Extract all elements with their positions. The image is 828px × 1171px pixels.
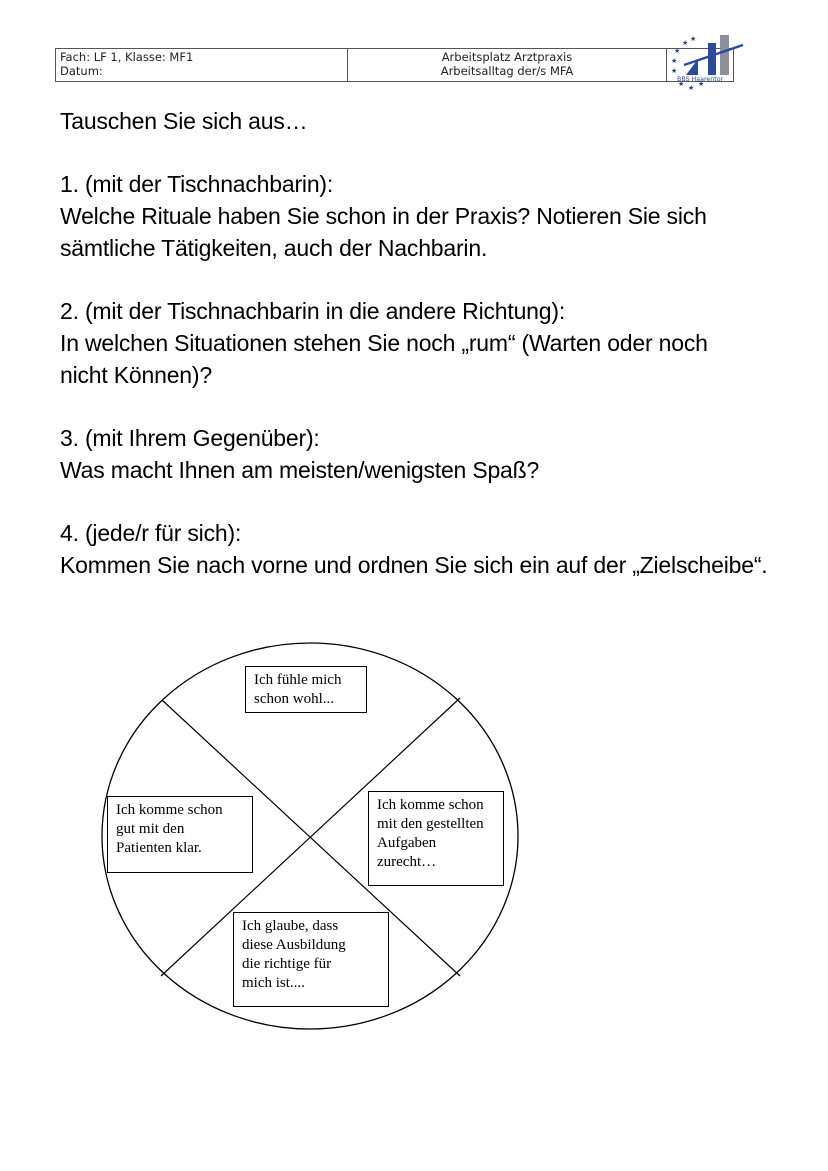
task-1-heading: 1. (mit der Tischnachbarin): xyxy=(60,171,334,197)
task-content xyxy=(60,105,800,581)
target-left-line: Patienten klar. xyxy=(116,840,202,856)
topic-line-1: Arbeitsplatz Arztpraxis xyxy=(441,50,573,64)
header-table xyxy=(55,48,734,82)
logo-bar xyxy=(708,43,716,75)
logo-star: ★ xyxy=(682,40,689,47)
topic-line-2: Arbeitsalltag der/s MFA xyxy=(440,64,574,78)
target-bottom-line: mich ist.... xyxy=(242,975,305,991)
target-label-bottom xyxy=(233,912,389,1007)
logo-star: ★ xyxy=(678,81,685,88)
task-3-heading: 3. (mit Ihrem Gegenüber): xyxy=(60,425,320,451)
target-bottom-line: die richtige für xyxy=(242,956,332,972)
target-right-line: mit den gestellten xyxy=(377,816,484,832)
task-4-line-1: Kommen Sie nach vorne und ordnen Sie sich ein auf der „Zielscheibe“. xyxy=(60,552,768,578)
target-right-line: zurecht… xyxy=(377,854,437,870)
target-bottom-line: Ich glaube, dass xyxy=(242,918,339,934)
logo-bar xyxy=(720,35,729,75)
target-right-line: Aufgaben xyxy=(377,835,437,851)
logo-star: ★ xyxy=(688,85,695,92)
date-label: Datum: xyxy=(60,64,103,78)
target-top-line: Ich fühle mich xyxy=(254,672,342,688)
target-left-line: gut mit den xyxy=(116,821,185,837)
logo-text: BBS Haarentor xyxy=(677,76,724,83)
target-label-left xyxy=(107,796,253,873)
task-2-line-1: In welchen Situationen stehen Sie noch „rum“ (Warten oder noch xyxy=(60,330,708,356)
task-4-heading: 4. (jede/r für sich): xyxy=(60,520,242,546)
task-3-line-1: Was macht Ihnen am meisten/wenigsten Spaß? xyxy=(60,457,540,483)
target-label-right xyxy=(368,791,504,886)
header-center xyxy=(348,49,667,82)
target-right-line: Ich komme schon xyxy=(377,797,484,813)
target-left-line: Ich komme schon xyxy=(116,802,223,818)
target-bottom-line: diese Ausbildung xyxy=(242,937,346,953)
task-1-line-2: sämtliche Tätigkeiten, auch der Nachbarin. xyxy=(60,235,488,261)
task-2-line-2: nicht Können)? xyxy=(60,362,212,388)
logo-star: ★ xyxy=(698,81,705,88)
intro-text: Tauschen Sie sich aus… xyxy=(60,108,308,134)
target-top-line: schon wohl... xyxy=(254,691,334,707)
task-1-line-1: Welche Rituale haben Sie schon in der Praxis? Notieren Sie sich xyxy=(60,203,707,229)
task-2-heading: 2. (mit der Tischnachbarin in die andere Richtung): xyxy=(60,298,566,324)
logo-star: ★ xyxy=(690,36,697,43)
target-diagram xyxy=(95,640,525,1040)
header-left xyxy=(56,49,348,82)
logo-star: ★ xyxy=(671,68,678,75)
school-logo xyxy=(668,33,748,93)
target-label-top xyxy=(245,666,367,713)
subject-label: Fach: LF 1, Klasse: MF1 xyxy=(60,50,194,64)
logo-star: ★ xyxy=(671,58,678,65)
logo-star: ★ xyxy=(674,48,681,55)
